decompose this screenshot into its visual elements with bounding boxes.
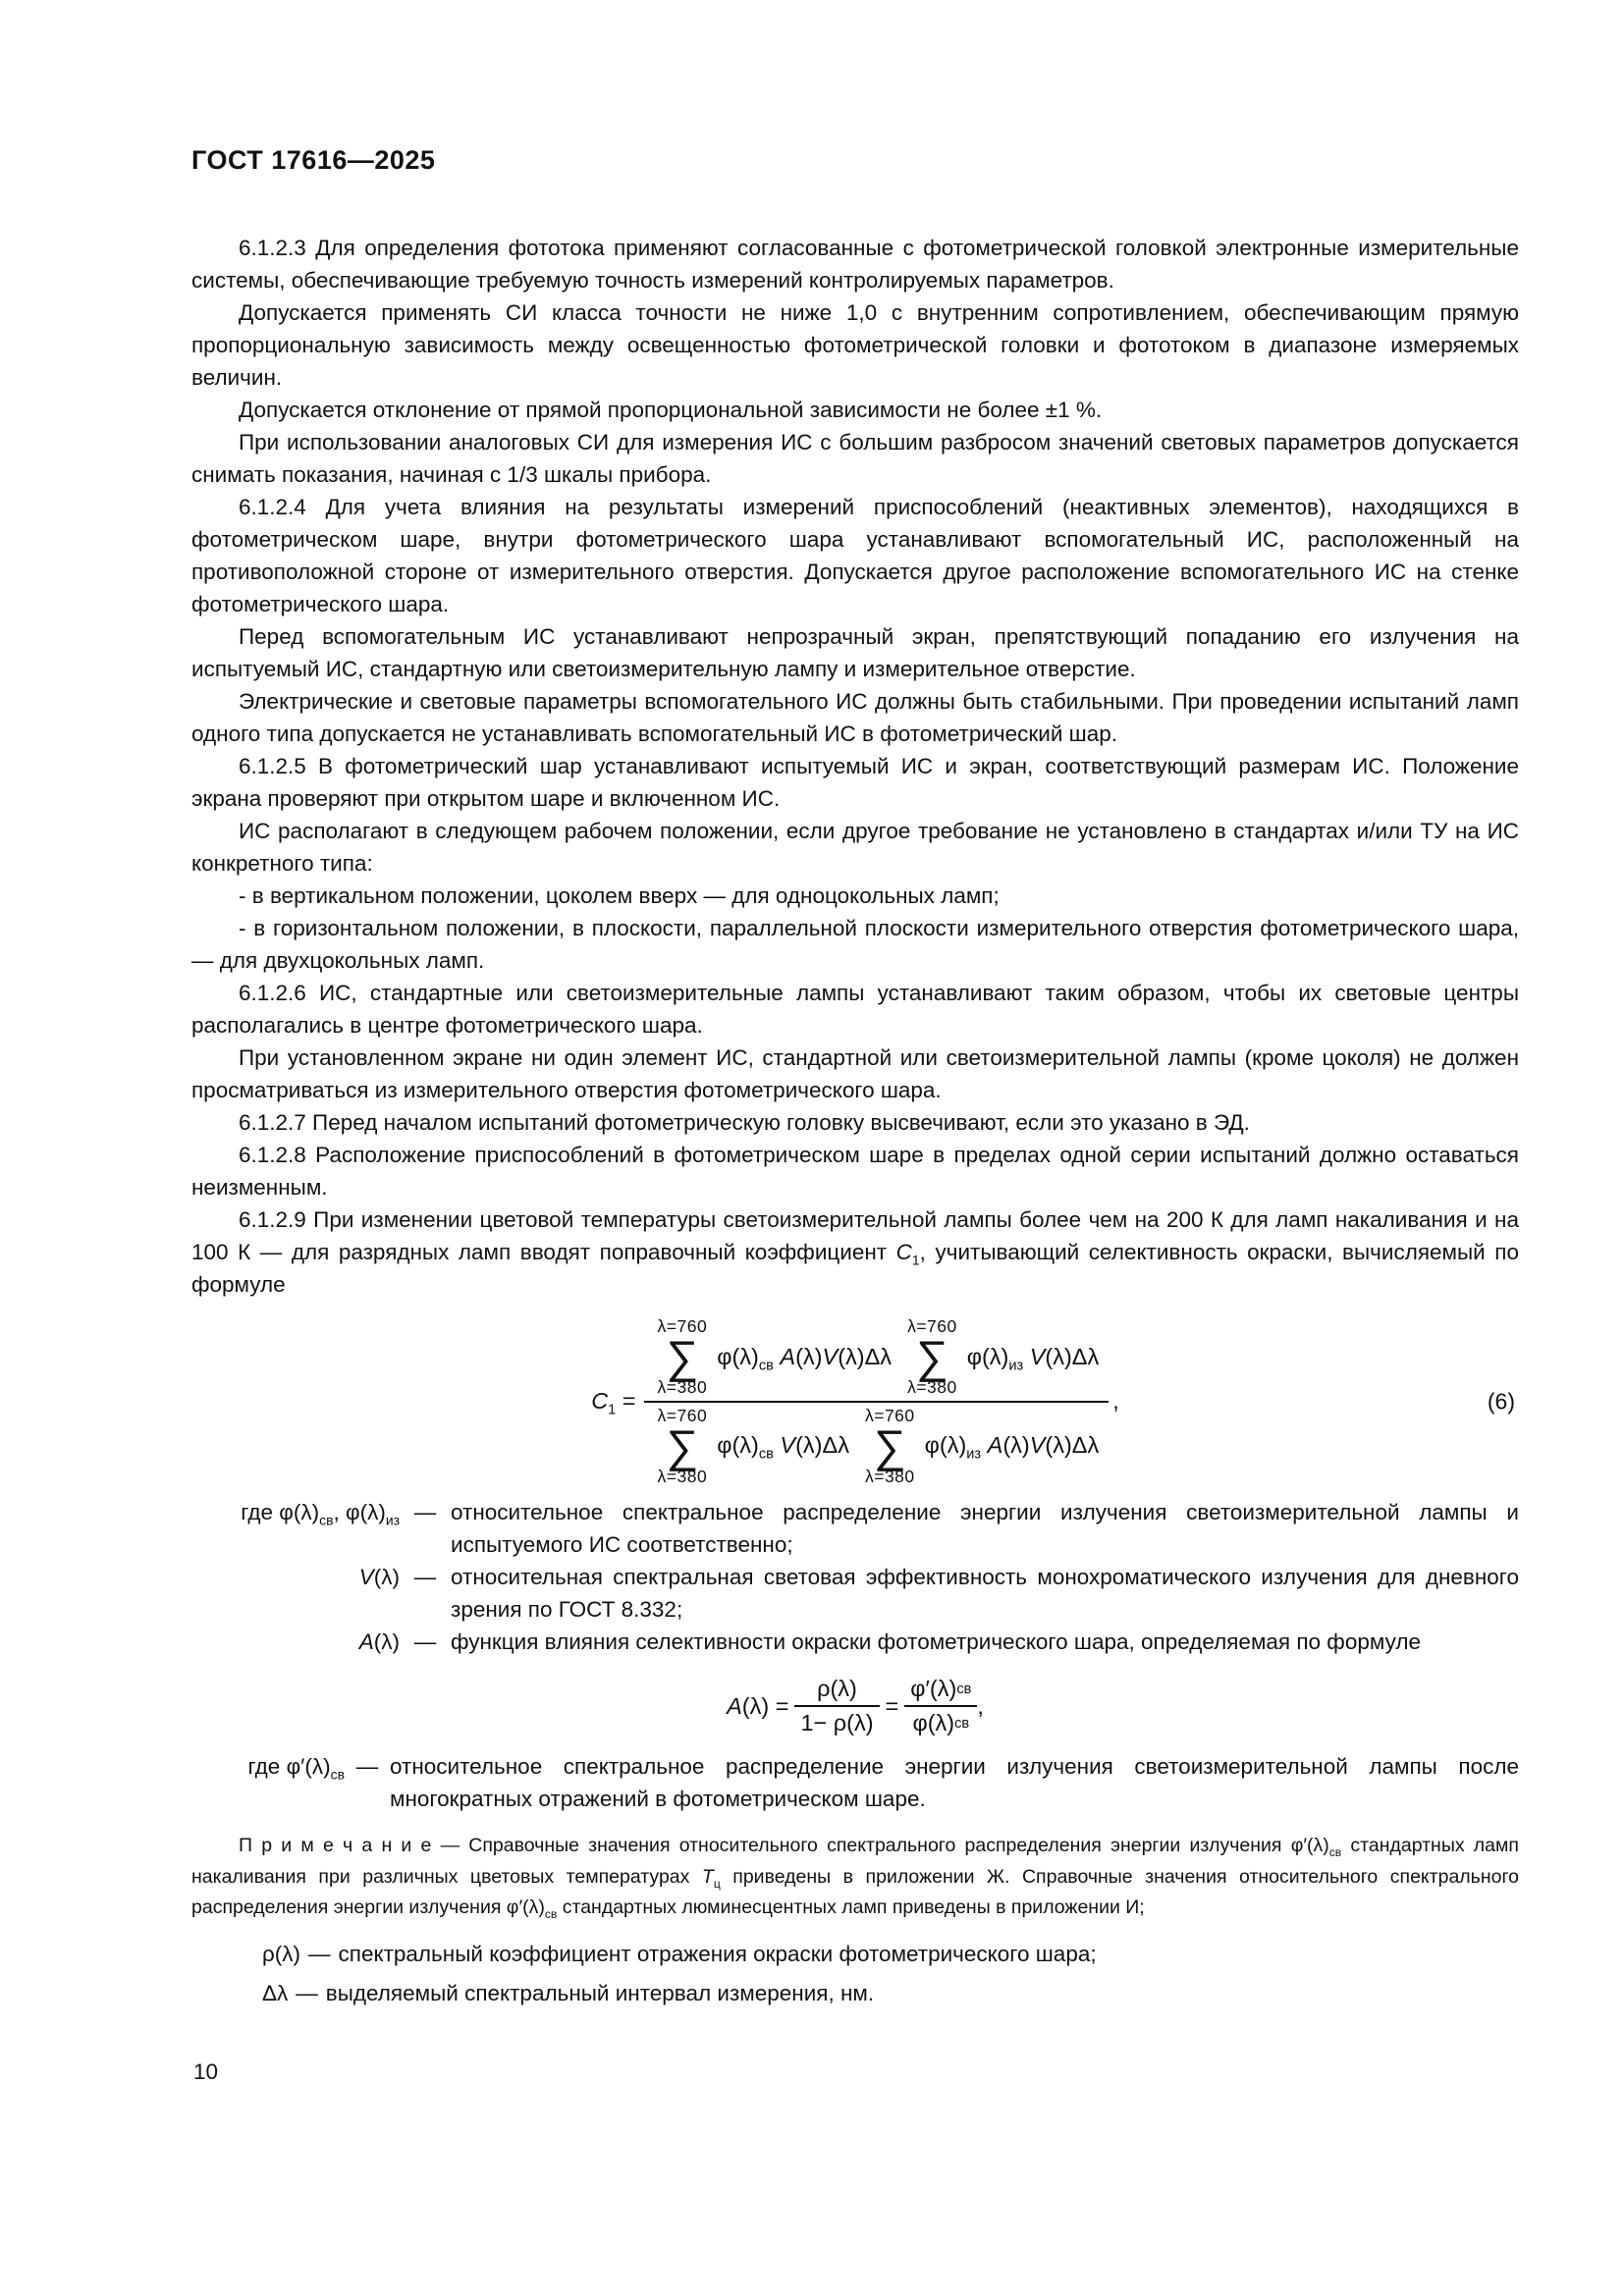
definition-term: V(λ) (358, 1565, 400, 1590)
formula-6-comma: , (1112, 1388, 1119, 1415)
page-content (191, 145, 1519, 2016)
formula-a-fraction-2 (904, 1676, 977, 1736)
paragraph: Перед вспомогательным ИС устанавливают непрозрачный экран, препятствующий попаданию его излучения на испытуемый ИС, стандартную или светоизмерительную лампу и измерительное отверстие. (191, 624, 1519, 681)
paragraph-6-1-2-5: 6.1.2.5 В фотометрический шар устанавливают испытуемый ИС и экран, соответствующий размерам ИС. Положение экрана проверяют при открытом шаре и включенном ИС. (191, 754, 1519, 811)
sum-lower-limit: λ=380 (657, 1467, 708, 1486)
definition-text: выделяемый спектральный интервал измерения, нм. (325, 1980, 875, 2005)
sum-upper-limit: λ=760 (907, 1316, 957, 1336)
formula-a-comma: , (977, 1692, 984, 1719)
definition-row (191, 1750, 1519, 1815)
formula-a-frac2-num: φ′(λ) св (904, 1676, 977, 1707)
paragraph: ИС располагают в следующем рабочем положении, если другое требование не установлено в стандартах и/или ТУ на ИС конкретного типа: (191, 819, 1519, 876)
em-dash: — (296, 1980, 318, 2005)
definition-term: A(λ) (358, 1629, 400, 1655)
list-item: - в горизонтальном положении, в плоскости, параллельной плоскости измерительного отверстия фотометрического шара, — для двухцокольных ламп. (191, 916, 1519, 973)
formula-6-num-expr-2: $\varphi(\lambda)_{из}$ V(λ)Δλ (966, 1343, 1100, 1374)
paragraph-6-1-2-4: 6.1.2.4 Для учета влияния на результаты измерений приспособлений (неактивных элементов), находящихся в фотометрическом шаре, внутри фотометрического шара устанавливают вспомогательный ИС, расположенный на противоположной стороне от измерительного отверстия. Допускается другое расположение вспомогательного ИС на стенке фотометрического шара. (191, 495, 1519, 616)
formula-6-block (191, 1316, 1519, 1486)
paragraph-6-1-2-8: 6.1.2.8 Расположение приспособлений в фотометрическом шаре в пределах одной серии испытаний должно оставаться неизменным. (191, 1143, 1519, 1200)
definition-row (191, 1977, 1519, 2009)
definition-row (191, 1496, 1519, 1561)
paragraph-6-1-2-9: 6.1.2.9 При изменении цветовой температуры светоизмерительной лампы более чем на 200 К для ламп накаливания и на 100 К — для разрядных ламп вводят поправочный коэффициент $C_1$, учитывающий селективность окраски, вычисляемый по формуле (191, 1207, 1519, 1297)
formula-a-fraction-1 (794, 1676, 879, 1736)
note-paragraph: П р и м е ч а н и е — Справочные значения относительного спектрального распределения энергии излучения $\varphi'(\lambda)_{св}$ стандартных ламп накаливания при различных цветовых температурах $Т_ц$ приведены в приложении Ж. Справочные значения относительного спектрального распределения энергии излучения $\varphi'(\lambda)_{св}$ стандартных люминесцентных ламп приведены в приложении И; (191, 1835, 1519, 1922)
em-dash: — (413, 1565, 437, 1590)
formula-6 (191, 1316, 1519, 1486)
page-number: 10 (193, 2059, 219, 2084)
document-header: ГОСТ 17616—2025 (191, 145, 436, 175)
formula-a (191, 1676, 1519, 1736)
paragraph: Электрические и световые параметры вспомогательного ИС должны быть стабильными. При проведении испытаний ламп одного типа допускается не устанавливать вспомогательный ИС в фотометрический шар. (191, 689, 1519, 746)
sum-upper-limit: λ=760 (657, 1405, 708, 1425)
where-list-2 (191, 1750, 1519, 1815)
definition-term: Δλ (262, 1980, 289, 2005)
definition-term: ρ(λ) (262, 1941, 301, 1966)
where-list-1 (191, 1496, 1519, 1658)
sigma-icon: ∑ (916, 1331, 948, 1383)
paragraph: Допускается применять СИ класса точности не ниже 1,0 с внутренним сопротивлением, обеспечивающим прямую пропорциональную зависимость между освещенностью фотометрической головки и фототоком в диапазоне измеряемых величин. (191, 300, 1519, 390)
paragraph-6-1-2-7: 6.1.2.7 Перед началом испытаний фотометрическую головку высвечивают, если это указано в ЭД. (239, 1110, 1250, 1135)
formula-6-numerator (644, 1316, 1110, 1403)
definition-text: относительная спектральная световая эффективность монохроматического излучения для дневного зрения по ГОСТ 8.332; (451, 1565, 1519, 1623)
formula-6-fraction (644, 1316, 1110, 1486)
paragraph: При использовании аналоговых СИ для измерения ИС с большим разбросом значений световых параметров допускается снимать показания, начиная с 1/3 шкалы прибора. (191, 430, 1519, 487)
sigma-icon: ∑ (666, 1331, 699, 1383)
sigma-icon: ∑ (666, 1419, 699, 1471)
formula-6-denominator (644, 1403, 1110, 1487)
sum-upper-limit: λ=760 (864, 1405, 915, 1425)
sum-symbol (658, 1406, 708, 1487)
definition-text: относительное спектральное распределение энергии излучения светоизмерительной лампы и испытуемого ИС соответственно; (451, 1500, 1519, 1558)
formula-a-frac1-num: ρ(λ) (794, 1676, 879, 1707)
list-item: - в вертикальном положении, цоколем вверх — для одноцокольных ламп; (239, 883, 1000, 908)
paragraph: Допускается отклонение от прямой пропорциональной зависимости не более ±1 %. (239, 398, 1103, 422)
formula-a-frac2-den: φ(λ) св (912, 1710, 970, 1736)
definition-text: относительное спектральное распределение энергии излучения светоизмерительной лампы после многократных отражений в фотометрическом шаре. (390, 1754, 1519, 1812)
formula-6-number: (6) (1487, 1388, 1515, 1415)
em-dash: — (355, 1754, 379, 1780)
sum-symbol (907, 1316, 957, 1398)
sum-symbol (658, 1316, 708, 1398)
sum-lower-limit: λ=380 (864, 1467, 915, 1486)
formula-6-num-expr-1: $\varphi(\lambda)_{св}$ A(λ)V(λ)Δλ (717, 1343, 893, 1374)
paragraph-6-1-2-6: 6.1.2.6 ИС, стандартные или светоизмерительные лампы устанавливают таким образом, чтобы их световые центры располагались в центре фотометрического шара. (191, 981, 1519, 1038)
em-dash: — (413, 1629, 437, 1655)
sum-lower-limit: λ=380 (907, 1377, 957, 1398)
definition-term: где $\varphi'(\lambda)_{св}$ (247, 1754, 345, 1783)
formula-a-frac1-den: 1− ρ(λ) (800, 1710, 874, 1736)
definition-row (191, 1561, 1519, 1626)
definition-row (191, 1938, 1519, 1970)
sum-lower-limit: λ=380 (657, 1377, 708, 1398)
formula-a-lhs: A(λ) = (727, 1692, 789, 1719)
definitions-list (191, 1938, 1519, 2009)
formula-6-den-expr-1: $\varphi(\lambda)_{св}$ V(λ)Δλ (717, 1432, 849, 1464)
equals-sign: = (885, 1692, 899, 1719)
definition-term: где $\varphi(\lambda)_{св}$, $\varphi(\lambda)_{из}$ (241, 1500, 400, 1528)
definition-text: спектральный коэффициент отражения окраски фотометрического шара; (338, 1941, 1097, 1966)
em-dash: — (308, 1941, 331, 1966)
sum-symbol (865, 1406, 915, 1487)
sum-upper-limit: λ=760 (657, 1316, 708, 1336)
formula-6-den-expr-2: $\varphi(\lambda)_{из}$ A(λ)V(λ)Δλ (924, 1432, 1100, 1464)
formula-6-lhs: $C_1$ = (591, 1388, 636, 1418)
paragraph-6-1-2-3: 6.1.2.3 Для определения фототока применяют согласованные с фотометрической головкой электронные измерительные системы, обеспечивающие требуемую точность измерений контролируемых параметров. (191, 236, 1519, 293)
paragraph: При установленном экране ни один элемент ИС, стандартной или светоизмерительной лампы (кроме цоколя) не должен просматриваться из измерительного отверстия фотометрического шара. (191, 1045, 1519, 1102)
em-dash: — (413, 1500, 437, 1525)
definition-row (191, 1626, 1519, 1658)
definition-text: функция влияния селективности окраски фотометрического шара, определяемая по формуле (451, 1629, 1421, 1655)
sigma-icon: ∑ (873, 1419, 906, 1471)
